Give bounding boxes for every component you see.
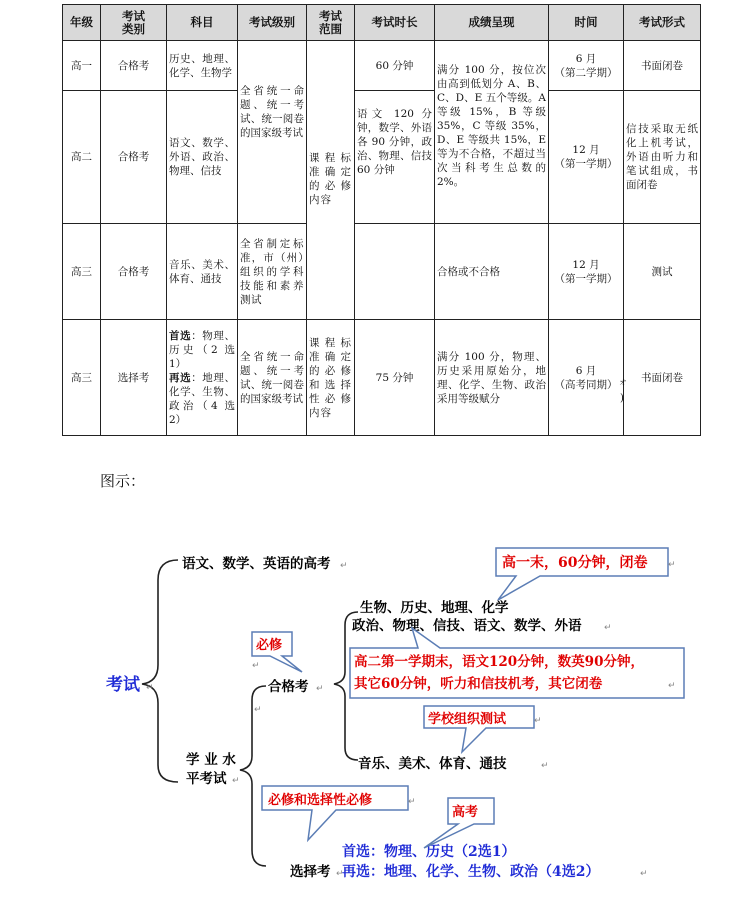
return-mark: ↵ (640, 869, 648, 879)
header-category: 考试 类别 (101, 5, 167, 41)
cell-grade: 高二 (63, 91, 101, 224)
cell-grade: 高一 (63, 41, 101, 91)
stray-mark-2: ) (620, 393, 624, 404)
header-grade: 年级 (63, 5, 101, 41)
cell-form: 测试 (624, 224, 701, 320)
callout-school-text: 学校组织测试 (428, 712, 507, 727)
figure-caption: 图示： (100, 472, 146, 490)
academic-node-l2: 平考试 (186, 771, 227, 787)
xuanze-node: 选择考 (290, 864, 331, 880)
table-header-row (63, 5, 701, 41)
cell-form: 书面闭卷 (624, 41, 701, 91)
return-mark: ↵ (232, 776, 240, 786)
callout-bixiu-text: 必修 (256, 638, 283, 653)
brace-academic (240, 686, 266, 866)
first-select-line: 首选：物理、历史（2选1） (342, 844, 516, 860)
cell-time: 6 月 （高考同期） (549, 320, 624, 436)
root-label: 考试 (106, 675, 140, 695)
cell-level: 全省统一命题、统一考试、统一阅卷的国家级考试 (238, 320, 307, 436)
return-mark: ↵ (252, 661, 260, 671)
exam-info-table (62, 4, 701, 436)
gaokao-node: 语文、数学、英语的高考 (182, 556, 331, 572)
hege-subjects-line3: 音乐、美术、体育、通技 (358, 756, 507, 772)
callout-bx-xz-text: 必修和选择性必修 (268, 793, 373, 808)
header-duration: 考试时长 (355, 5, 435, 41)
return-mark: ↵ (316, 684, 324, 694)
header-form: 考试形式 (624, 5, 701, 41)
cell-category: 合格考 (101, 41, 167, 91)
cell-subjects (167, 320, 238, 436)
cell-grade: 高三 (63, 224, 101, 320)
form-text: 书面闭卷 (641, 371, 683, 384)
cell-score: 合格或不合格 (435, 224, 549, 320)
return-mark: ↵ (541, 761, 549, 771)
cell-time: 6 月 （第二学期） (549, 41, 624, 91)
hege-subjects-line2: 政治、物理、信技、语文、数学、外语 (352, 618, 582, 634)
first-select-label: 首选 (169, 329, 192, 342)
cell-duration (355, 224, 435, 320)
return-mark: ↵ (534, 716, 542, 726)
cell-form: 信技采取无纸化上机考试，外语由听力和笔试组成，书面闭卷 (624, 91, 701, 224)
header-scope: 考试 范围 (307, 5, 355, 41)
table-row (63, 320, 701, 436)
exam-structure-diagram (0, 520, 750, 890)
cell-scope: 课程标准确定的必修和选择性必修内容 (307, 320, 355, 436)
table-row (63, 91, 701, 224)
header-score: 成绩呈现 (435, 5, 549, 41)
return-mark: ↵ (254, 705, 262, 715)
table-row (63, 224, 701, 320)
callout-g2-line1: 高二第一学期末，语文120分钟，数英90分钟， (354, 654, 644, 670)
return-mark: ↵ (146, 683, 154, 693)
table-row (63, 41, 701, 91)
cell-subjects: 历史、地理、化学、生物学 (167, 41, 238, 91)
cell-level-merged: 全省统一命题、统一考试、统一阅卷的国家级考试 (238, 41, 307, 224)
brace-main (142, 560, 178, 782)
header-subjects: 科目 (167, 5, 238, 41)
second-select-label: 再选 (169, 371, 192, 384)
cell-time: 12 月 （第一学期） (549, 224, 624, 320)
cell-category: 合格考 (101, 91, 167, 224)
cell-subjects: 音乐、美术、体育、通技 (167, 224, 238, 320)
cell-subjects: 语文、数学、外语、政治、物理、信技 (167, 91, 238, 224)
hege-subjects-line1: 生物、历史、地理、化学 (360, 600, 509, 616)
return-mark: ↵ (604, 623, 612, 633)
cell-duration: 75 分钟 (355, 320, 435, 436)
cell-scope-merged: 课程标准确定的必修内容 (307, 41, 355, 320)
cell-category: 合格考 (101, 224, 167, 320)
return-mark: ↵ (336, 869, 344, 879)
cell-score: 满分 100 分，物理、历史采用原始分，地理、化学、生物、政治采用等级赋分 (435, 320, 549, 436)
second-select-line: 再选：地理、化学、生物、政治（4选2） (342, 864, 600, 880)
cell-category: 选择考 (101, 320, 167, 436)
header-level: 考试级别 (238, 5, 307, 41)
hege-node: 合格考 (268, 679, 309, 695)
cell-level: 全省制定标准，市（州）组织的学科技能和素养测试 (238, 224, 307, 320)
callout-g2-line2: 其它60分钟，听力和信技机考，其它闭卷 (354, 676, 603, 692)
return-mark: ↵ (340, 561, 348, 571)
cell-score-merged: 满分 100 分，按位次由高到低划分 A、B、C、D、E 五个等级。A 等级 15%，B 等级 35%，C 等级 35%，D、E 等级共 15%，E 等为不合格，不超过当次当科考生总数的 2%。 (435, 41, 549, 224)
return-mark: ↵ (668, 560, 676, 570)
return-mark: ↵ (668, 681, 676, 691)
return-mark: ↵ (408, 797, 416, 807)
first-select-text: ：物理、历史（2 选 1） (169, 329, 236, 370)
cell-grade: 高三 (63, 320, 101, 436)
header-time: 时间 (549, 5, 624, 41)
callout-gaokao-text: 高考 (452, 805, 479, 820)
callout-g1-text: 高一末，60分钟，闭卷 (502, 555, 648, 571)
cell-duration: 60 分钟 (355, 41, 435, 91)
cell-time: 12 月 （第一学期） (549, 91, 624, 224)
second-select-text: ：地理、化学、生物、政治（4 选 2） (169, 371, 236, 426)
academic-node-l1: 学 业 水 (186, 752, 236, 768)
cell-duration: 语文 120 分钟，数学、外语各 90 分钟，政治、物理、信技 60 分钟 (355, 91, 435, 224)
stray-mark-1: ォ (618, 377, 628, 388)
cell-form (618, 320, 701, 436)
